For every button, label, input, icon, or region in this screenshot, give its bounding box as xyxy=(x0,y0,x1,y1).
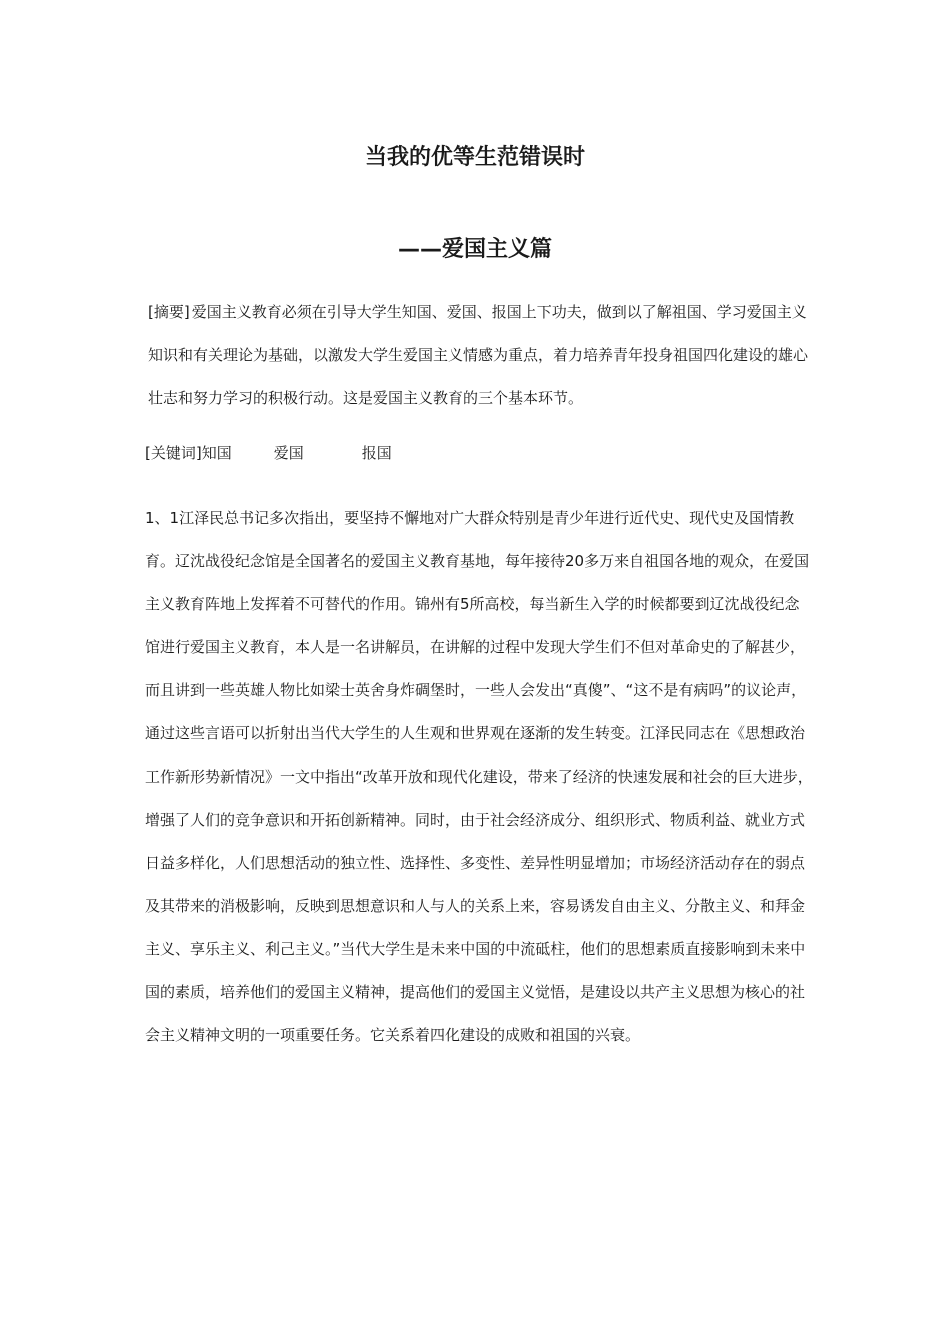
keywords-label: [关键词] xyxy=(145,444,202,462)
abstract-text: 爱国主义教育必须在引导大学生知国、爱国、报国上下功夫，做到以了解祖国、学习爱国主义知识和有关理论为基础，以激发大学生爱国主义情感为重点，着力培养青年投身祖国四化建设的雄心壮志和努力学习的积极行动。这是爱国主义教育的三个基本环节。 xyxy=(148,303,809,407)
keyword-item: 报国 xyxy=(361,444,392,462)
body-paragraph: 1、1江泽民总书记多次指出，要坚持不懈地对广大群众特别是青少年进行近代史、现代史及国情教育。辽沈战役纪念馆是全国著名的爱国主义教育基地，每年接待20多万来自祖国各地的观众，在爱国主义教育阵地上发挥着不可替代的作用。锦州有5所高校，每当新生入学的时候都要到辽沈战役纪念馆进行爱国主义教育，本人是一名讲解员，在讲解的过程中发现大学生们不但对革命史的了解甚少，而且讲到一些英雄人物比如梁士英舍身炸碉堡时，一些人会发出“真傻”、“这不是有病吗”的议论声，通过这些言语可以折射出当代大学生的人生观和世界观在逐渐的发生转变。江泽民同志在《思想政治工作新形势新情况》一文中指出“改革开放和现代化建设，带来了经济的快速发展和社会的巨大进步，增强了人们的竞争意识和开拓创新精神。同时，由于社会经济成分、组织形式、物质利益、就业方式日益多样化，人们思想活动的独立性、选择性、多变性、差异性明显增加；市场经济活动存在的弱点及其带来的消极影响，反映到思想意识和人与人的关系上来，容易诱发自由主义、分散主义、和拜金主义、享乐主义、利己主义。”当代大学生是未来中国的中流砥柱，他们的思想素质直接影响到未来中国的素质，培养他们的爱国主义精神，提高他们的爱国主义觉悟，是建设以共产主义思想为核心的社会主义精神文明的一项重要任务。它关系着四化建设的成败和祖国的兴衰。 xyxy=(145,509,813,1045)
keyword-item: 爱国 xyxy=(273,444,304,462)
abstract-paragraph xyxy=(148,291,810,420)
abstract-label: [摘要] xyxy=(148,303,190,321)
keyword-item: 知国 xyxy=(201,444,232,462)
document-title: 当我的优等生范错误时 xyxy=(364,145,585,170)
document-subtitle: ——爱国主义篇 xyxy=(397,237,552,262)
keywords-line xyxy=(145,438,392,468)
